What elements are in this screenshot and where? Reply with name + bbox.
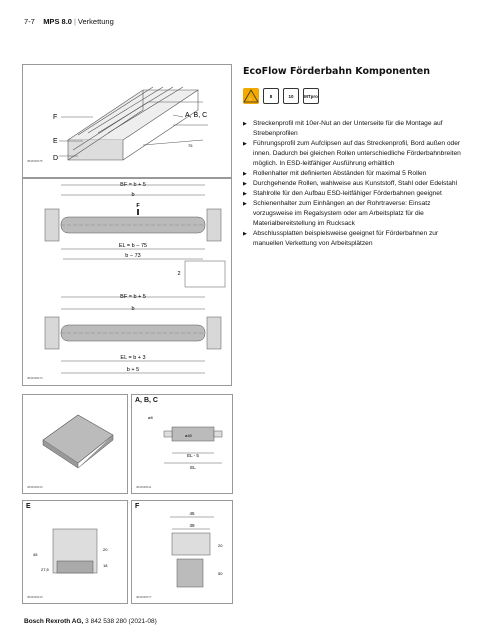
company-name: Bosch Rexroth AG, bbox=[24, 618, 84, 625]
icon-row bbox=[243, 88, 319, 104]
dim-d8: ø8 bbox=[148, 415, 153, 420]
figure-track-perspective bbox=[22, 64, 232, 178]
detail-inset bbox=[185, 261, 225, 287]
figure-code: 3842548474 bbox=[27, 376, 43, 380]
label-d: D bbox=[53, 155, 59, 162]
figure-label: E bbox=[26, 503, 31, 510]
feature-item: ▶ Abschlussplatten beispielsweise geeignet für Förderbahnen zur manuellen Verkettung von Arbeitsplätzen bbox=[243, 229, 465, 249]
dim-b73: b − 73 bbox=[125, 253, 141, 259]
page-number: 7-7 bbox=[24, 17, 35, 26]
dim-bf-top: BF = b + 5 bbox=[120, 182, 146, 188]
section-title: EcoFlow Förderbahn Komponenten bbox=[243, 66, 430, 77]
figure-code: 3842548411 bbox=[136, 485, 152, 489]
dim-20: 20 bbox=[218, 543, 223, 548]
feature-item: ▶ Streckenprofil mit 10er-Nut an der Unterseite für die Montage auf Strebenprofilen bbox=[243, 119, 465, 139]
holder-plate-drawing bbox=[23, 395, 127, 493]
dim-d40: ø40 bbox=[185, 433, 192, 438]
figure-code: 3842548475 bbox=[27, 159, 43, 163]
esd-warning-icon bbox=[243, 88, 259, 104]
figure-code: 3842548477 bbox=[136, 595, 152, 599]
force-f: F bbox=[136, 203, 140, 209]
slot-8-icon: 8 bbox=[263, 88, 279, 104]
page-footer bbox=[24, 618, 157, 625]
figure-f bbox=[131, 500, 233, 604]
dim-el-top: EL = b − 75 bbox=[118, 243, 148, 249]
dim-b-bottom: b bbox=[131, 306, 135, 312]
dim-el: EL bbox=[190, 465, 196, 470]
track-perspective-drawing bbox=[23, 65, 231, 177]
figure-cross-sections bbox=[22, 178, 232, 386]
figure-label: A, B, C bbox=[135, 397, 158, 404]
doc-number: 3 842 538 280 (2021-08) bbox=[85, 618, 157, 625]
product-name: MPS 8.0 bbox=[43, 17, 72, 26]
feature-item: ▶ Stahlrolle für den Aufbau ESD-leitfähiger Förderbahnen geeignet bbox=[243, 189, 465, 199]
e-profile-drawing bbox=[23, 501, 127, 603]
dim-45: 45 bbox=[33, 552, 38, 557]
figure-code: 3842548416 bbox=[27, 595, 43, 599]
label-e: E bbox=[53, 138, 58, 145]
feature-item: ▶ Rollenhalter mit definierten Abständen für maximal 5 Rollen bbox=[243, 169, 465, 179]
figure-e bbox=[22, 500, 128, 604]
dim-2: 2 bbox=[177, 271, 181, 277]
feature-item: ▶ Führungsprofil zum Aufclipsen auf das Streckenprofil, Bord außen oder innen. Dadurch bei gleichen Rollen unterschiedliche Förderbahnbreiten möglich. In ESD-leitfähiger Ausführung erhältlich bbox=[243, 139, 465, 169]
feature-item: ▶ Durchgehende Rollen, wahlweise aus Kunststoff, Stahl oder Edelstahl bbox=[243, 179, 465, 189]
figure-code: 3842548413 bbox=[27, 485, 43, 489]
figure-roller bbox=[131, 394, 233, 494]
cross-section-drawing bbox=[23, 179, 231, 385]
dim-18: 18 bbox=[103, 563, 108, 568]
figure-label: F bbox=[135, 503, 140, 510]
dim-39: 39 bbox=[189, 523, 195, 528]
roller-drawing bbox=[132, 395, 232, 493]
dim-20: 20 bbox=[103, 547, 108, 552]
dim-27: 27,5 bbox=[41, 567, 49, 572]
page-header: 7-7 MPS 8.0 | Verkettung bbox=[24, 17, 114, 26]
mtpro-icon: MTpro bbox=[303, 88, 319, 104]
dim-50: 50 bbox=[218, 571, 223, 576]
dim-el-bottom: EL = b + 3 bbox=[120, 355, 146, 361]
dim-b5: b + 5 bbox=[126, 367, 140, 373]
svg-text:✋: ✋ bbox=[247, 96, 255, 102]
dim-bf-bottom: BF = b + 5 bbox=[120, 294, 146, 300]
label-f: F bbox=[53, 114, 58, 121]
label-abc: A, B, C bbox=[185, 112, 208, 119]
feature-list bbox=[243, 119, 465, 249]
dim-b-top: b bbox=[131, 192, 135, 198]
slot-10-icon: 10 bbox=[283, 88, 299, 104]
dim-75: 75 bbox=[188, 143, 193, 148]
figure-holder-plate bbox=[22, 394, 128, 494]
section-name: Verkettung bbox=[77, 17, 114, 26]
f-profile-drawing bbox=[132, 501, 232, 603]
dim-45: 45 bbox=[189, 511, 195, 516]
dim-el5: EL - 5 bbox=[187, 453, 199, 458]
feature-item: ▶ Schienenhalter zum Einhängen an der Rohrtraverse: Einsatz vorzugsweise im Regalsystem oder am Arbeitsplatz für die Materialbereitstellung im Rucksack bbox=[243, 199, 465, 229]
